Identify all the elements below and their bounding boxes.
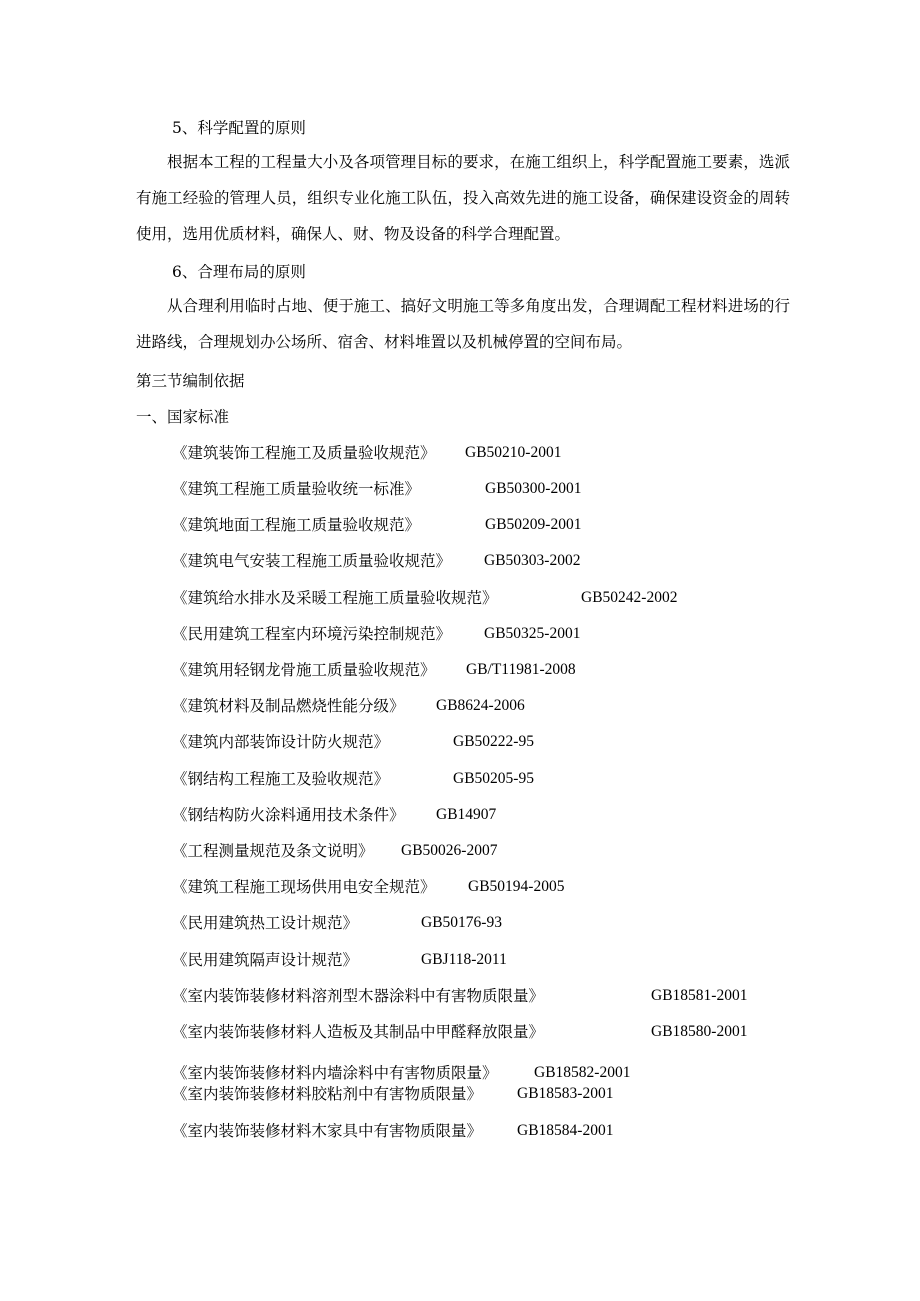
standard-name: 《民用建筑热工设计规范》 [172, 914, 359, 932]
standard-code: GB50210-2001 [465, 444, 562, 461]
standard-code: GB14907 [436, 806, 497, 823]
standard-code: GB18584-2001 [517, 1122, 614, 1139]
chapter-title: 第三节编制依据 [136, 372, 245, 390]
standard-code: GB50205-95 [453, 770, 534, 787]
standard-name: 《建筑工程施工现场供用电安全规范》 [172, 878, 436, 896]
section-6-heading: 6、合理布局的原则 [172, 263, 306, 281]
standard-code: GB50026-2007 [401, 842, 498, 859]
standard-code: GB18580-2001 [651, 1023, 748, 1040]
standard-name: 《室内装饰装修材料木家具中有害物质限量》 [172, 1122, 483, 1140]
standard-code: GB50303-2002 [484, 552, 581, 569]
standard-name: 《室内装饰装修材料人造板及其制品中甲醛释放限量》 [172, 1023, 545, 1041]
section-6-body: 从合理利用临时占地、便于施工、搞好文明施工等多角度出发，合理调配工程材料进场的行进路线，合理规划办公场所、宿舍、材料堆置以及机械停置的空间布局。 [136, 297, 790, 351]
standard-name: 《民用建筑隔声设计规范》 [172, 951, 359, 969]
standard-name: 《室内装饰装修材料胶粘剂中有害物质限量》 [172, 1085, 483, 1103]
standard-name: 《建筑电气安装工程施工质量验收规范》 [172, 552, 452, 570]
standard-name: 《建筑给水排水及采暖工程施工质量验收规范》 [172, 589, 498, 607]
standard-code: GB50242-2002 [581, 589, 678, 606]
standard-name: 《工程测量规范及条文说明》 [172, 842, 374, 860]
standard-code: GB50209-2001 [485, 516, 582, 533]
standard-code: GB50194-2005 [468, 878, 565, 895]
standard-name: 《钢结构防火涂料通用技术条件》 [172, 806, 405, 824]
standard-code: GB18581-2001 [651, 987, 748, 1004]
standard-code: GB18583-2001 [517, 1085, 614, 1102]
standard-name: 《建筑内部装饰设计防火规范》 [172, 733, 390, 751]
standard-code: GBJ118-2011 [421, 951, 507, 968]
section-5-heading: 5、科学配置的原则 [172, 119, 306, 137]
standard-name: 《建筑材料及制品燃烧性能分级》 [172, 697, 405, 715]
standard-code: GB50325-2001 [484, 625, 581, 642]
standard-name: 《民用建筑工程室内环境污染控制规范》 [172, 625, 452, 643]
standard-name: 《建筑工程施工质量验收统一标准》 [172, 480, 421, 498]
standard-name: 《建筑地面工程施工质量验收规范》 [172, 516, 421, 534]
standard-code: GB50300-2001 [485, 480, 582, 497]
standard-name: 《钢结构工程施工及验收规范》 [172, 770, 390, 788]
section-5-body: 根据本工程的工程量大小及各项管理目标的要求，在施工组织上，科学配置施工要素，选派有施工经验的管理人员，组织专业化施工队伍，投入高效先进的施工设备，确保建设资金的周转使用，选用优质材料，确保人、财、物及设备的科学合理配置。 [136, 153, 790, 243]
standard-name: 《建筑装饰工程施工及质量验收规范》 [172, 444, 436, 462]
standard-code: GB50222-95 [453, 733, 534, 750]
standard-name: 《建筑用轻钢龙骨施工质量验收规范》 [172, 661, 436, 679]
subsection-title: 一、国家标准 [136, 408, 230, 426]
standard-name: 《室内装饰装修材料内墙涂料中有害物质限量》 [172, 1064, 498, 1082]
standard-code: GB18582-2001 [534, 1064, 631, 1081]
standard-name: 《室内装饰装修材料溶剂型木器涂料中有害物质限量》 [172, 987, 545, 1005]
standard-code: GB8624-2006 [436, 697, 525, 714]
standard-code: GB50176-93 [421, 914, 502, 931]
standard-code: GB/T11981-2008 [466, 661, 576, 678]
